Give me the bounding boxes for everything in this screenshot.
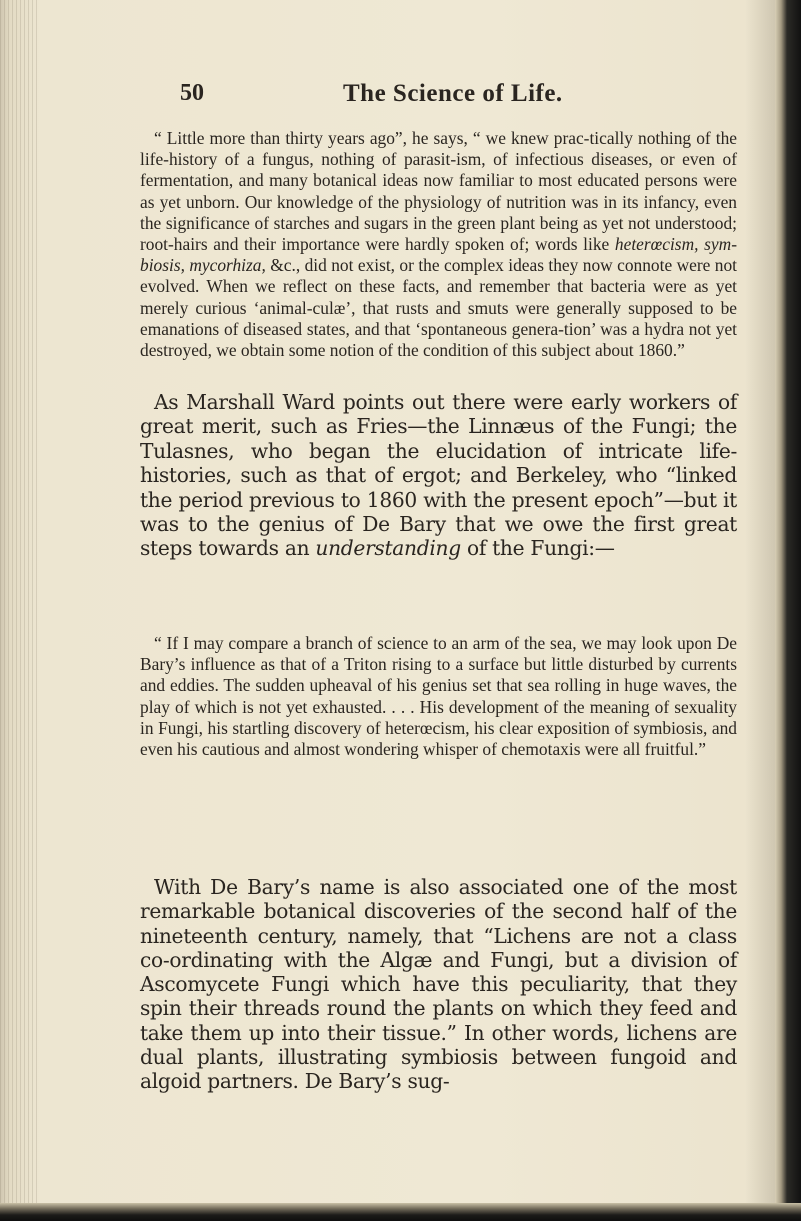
running-title: The Science of Life. (343, 80, 563, 107)
page-stack-edge (0, 0, 40, 1221)
body-paragraph-2: With De Bary’s name is also associated one of the most remarkable botanical discoveries of the second half of the nineteenth century, namely, that “Lichens are not a class co-ordinating with the Algæ and Fungi, but a division of Ascomycete Fungi which have this peculiarity, that they spin their threads round the plants on which they feed and take them up into their tissue.” In other words, lichens are dual plants, illustrating symbiosis between fungoid and algoid partners. De Bary’s sug- (140, 875, 737, 1094)
quote-paragraph-1 (140, 128, 737, 361)
quote1-text-b: &c., did not exist, or the complex ideas they now connote were not evolved. When we reflect on these facts, and remember that bacteria were as yet merely curious ‘animal-culæ’, that rusts and smuts were generally supposed to be emanations of diseased states, and that ‘spontaneous genera-tion’ was a hydra not yet destroyed, we obtain some notion of the condition of this subject about 1860.” (140, 255, 737, 361)
body1-italic-word: understanding (315, 536, 461, 561)
quote1-text-a: “ Little more than thirty years ago”, he says, “ we knew prac-tically nothing of the life-history of a fungus, nothing of parasit-ism, of infectious diseases, or even of fermentation, and many botanical ideas now familiar to most educated persons were as yet unborn. Our knowledge of the physiology of nutrition was in its infancy, even the significance of starches and sugars in the green plant being as yet not understood; root-hairs and their importance were hardly spoken of; words like (140, 128, 737, 255)
binding-shadow (745, 0, 775, 1221)
quote1-italic-terms: heterœcism, sym-biosis, mycorhiza, (140, 234, 737, 276)
body-paragraph-1 (140, 390, 737, 561)
body1-text-b: of the Fungi:— (460, 536, 615, 561)
bottom-edge (0, 1203, 801, 1221)
page-number: 50 (180, 80, 204, 106)
page-header (180, 80, 740, 120)
book-binding-edge (775, 0, 801, 1221)
quote-paragraph-2: “ If I may compare a branch of science to an arm of the sea, we may look upon De Bary’s influence as that of a Triton rising to a surface but little disturbed by currents and eddies. The sudden upheaval of his genius set that sea rolling in huge waves, the play of which is not yet exhausted. . . . His development of the meaning of sexuality in Fungi, his startling discovery of heterœcism, his clear exposition of symbiosis, and even his cautious and almost wondering whisper of chemotaxis were all fruitful.” (140, 633, 737, 760)
body1-text-a: As Marshall Ward points out there were early workers of great merit, such as Fries—the Linnæus of the Fungi; the Tulasnes, who began the elucidation of intricate life-histories, such as that of ergot; and Berkeley, who “linked the period previous to 1860 with the present epoch”—but it was to the genius of De Bary that we owe the first great steps towards an (140, 390, 737, 561)
